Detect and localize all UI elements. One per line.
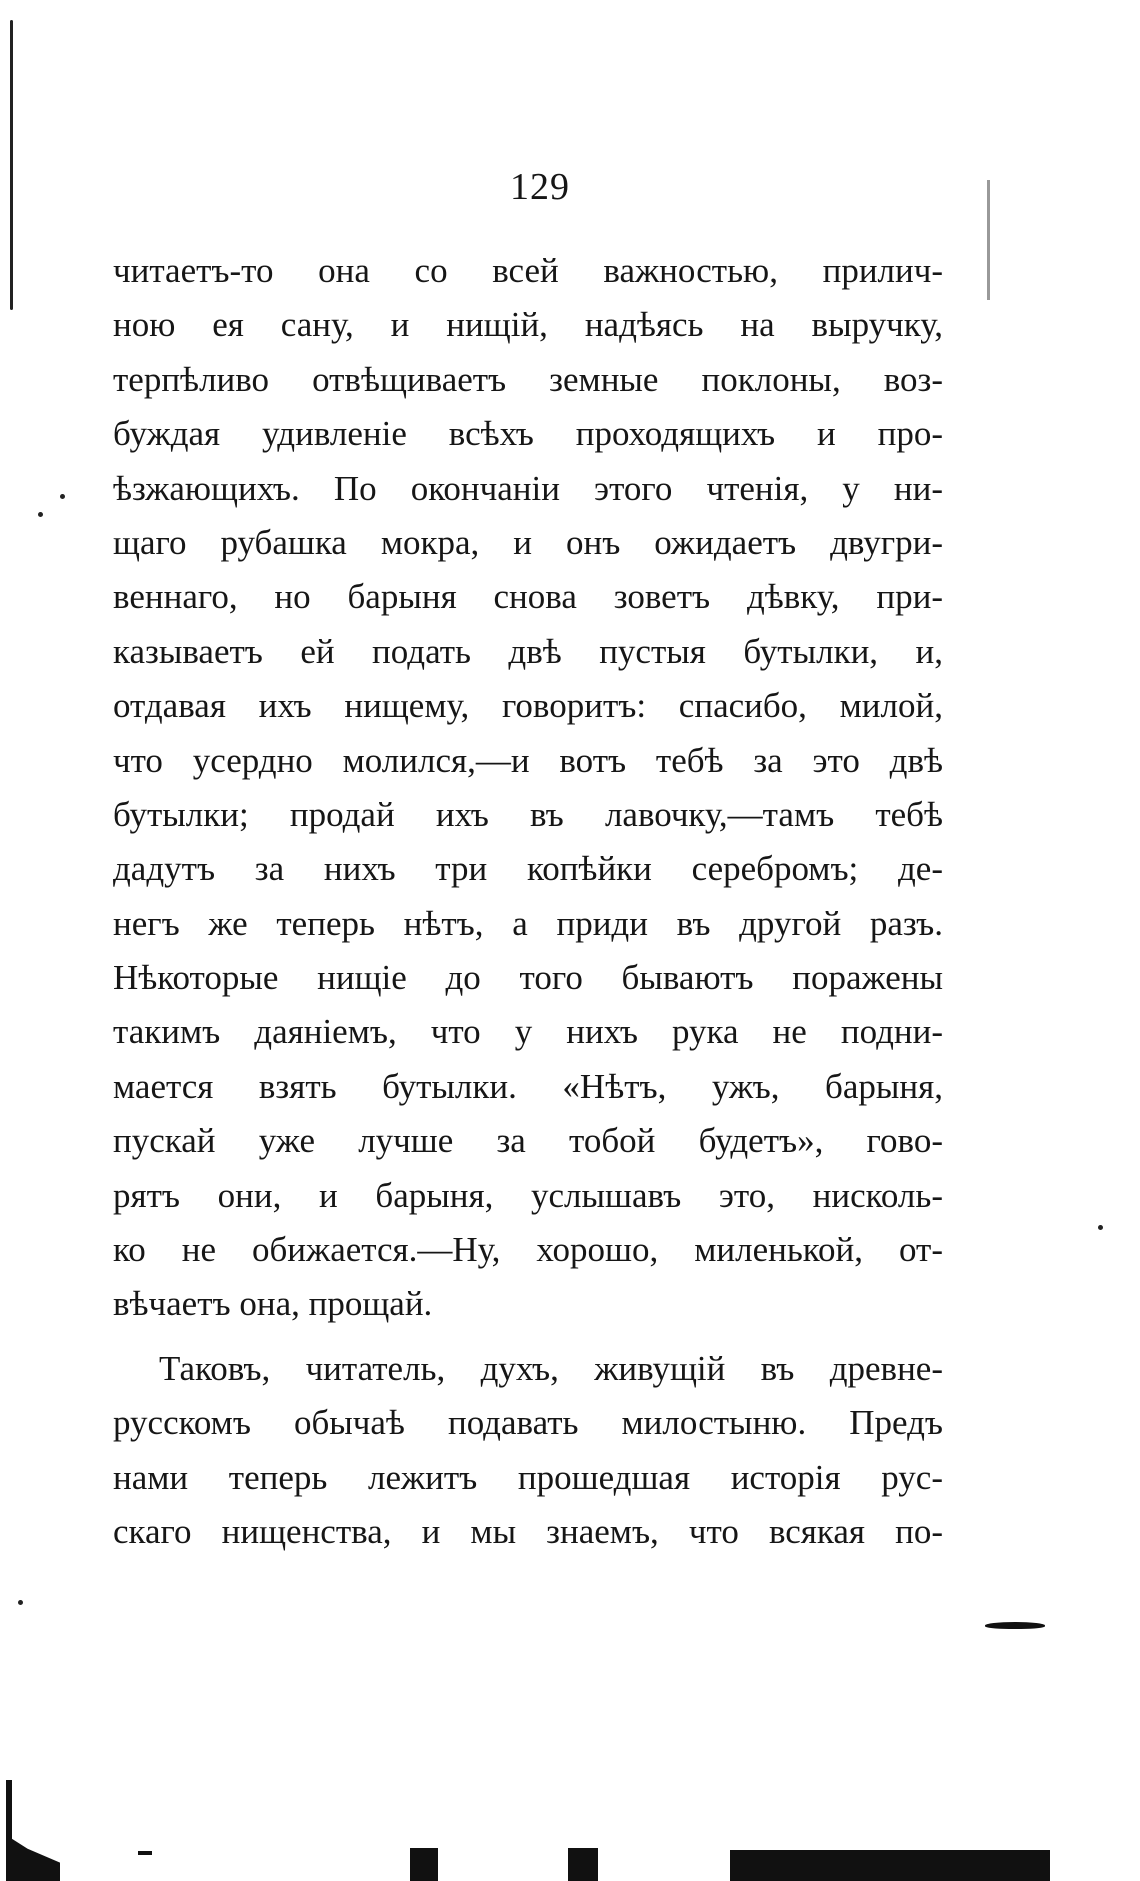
text-line: что усердно молился,—и вотъ тебѣ за это двѣ [113,740,943,780]
text-line: такимъ даяніемъ, что у нихъ рука не подни- [113,1012,943,1052]
scan-speck [60,494,65,499]
scan-speck [1098,1225,1103,1230]
scan-edge-mark-bottom [6,1780,12,1840]
text-line: вѣчаетъ она, прощай. [113,1284,433,1324]
text-line: нами теперь лежитъ прошедшая исторія рус- [113,1457,943,1497]
scan-block-mark [410,1848,438,1881]
scan-block-mark [568,1848,598,1881]
text-line: буждая удивленіе всѣхъ проходящихъ и про- [113,414,943,454]
text-line: ною ея сану, и нищій, надѣясь на выручку, [113,305,943,345]
text-line: терпѣливо отвѣщиваетъ земные поклоны, воз- [113,359,943,399]
scan-edge-corner [6,1835,60,1881]
text-line: русскомъ обычаѣ подавать милостыню. Предъ [113,1403,943,1443]
text-line: рятъ они, и барыня, услышавъ это, нисколь- [113,1175,943,1215]
text-line: читаетъ-то она со всей важностью, прилич- [113,251,943,290]
text-line: веннаго, но барыня снова зоветъ дѣвку, при- [113,577,943,617]
body-text [113,244,943,1559]
text-line: дадутъ за нихъ три копѣйки серебромъ; де- [113,849,943,889]
scan-block-mark [730,1850,1050,1881]
text-line: мается взять бутылки. «Нѣтъ, ужъ, барыня, [113,1066,943,1106]
scan-speck [138,1851,152,1855]
text-line: негъ же теперь нѣтъ, а приди въ другой разъ. [113,903,943,943]
text-line: ѣзжающихъ. По окончаніи этого чтенія, у ни- [113,468,943,508]
text-line: Таковъ, читатель, духъ, живущій въ древне- [159,1348,943,1388]
text-line: Нѣкоторые нищіе до того бываютъ поражены [113,958,943,998]
scan-speck [18,1600,23,1605]
text-line: отдавая ихъ нищему, говоритъ: спасибо, милой, [113,686,943,726]
text-line: скаго нищенства, и мы знаемъ, что всякая по- [113,1511,943,1551]
text-line: бутылки; продай ихъ въ лавочку,—тамъ тебѣ [113,794,943,834]
text-line: пускай уже лучше за тобой будетъ», гово- [113,1121,943,1161]
text-line: щаго рубашка мокра, и онъ ожидаетъ двугри- [113,522,943,562]
page-number: 129 [510,166,570,208]
text-line: ко не обижается.—Ну, хорошо, миленькой, от- [113,1230,943,1270]
text-line: казываетъ ей подать двѣ пустыя бутылки, и, [113,631,943,671]
paragraph-gap [113,1332,943,1342]
scan-dash-mark [985,1622,1045,1629]
scan-speck [38,512,43,517]
